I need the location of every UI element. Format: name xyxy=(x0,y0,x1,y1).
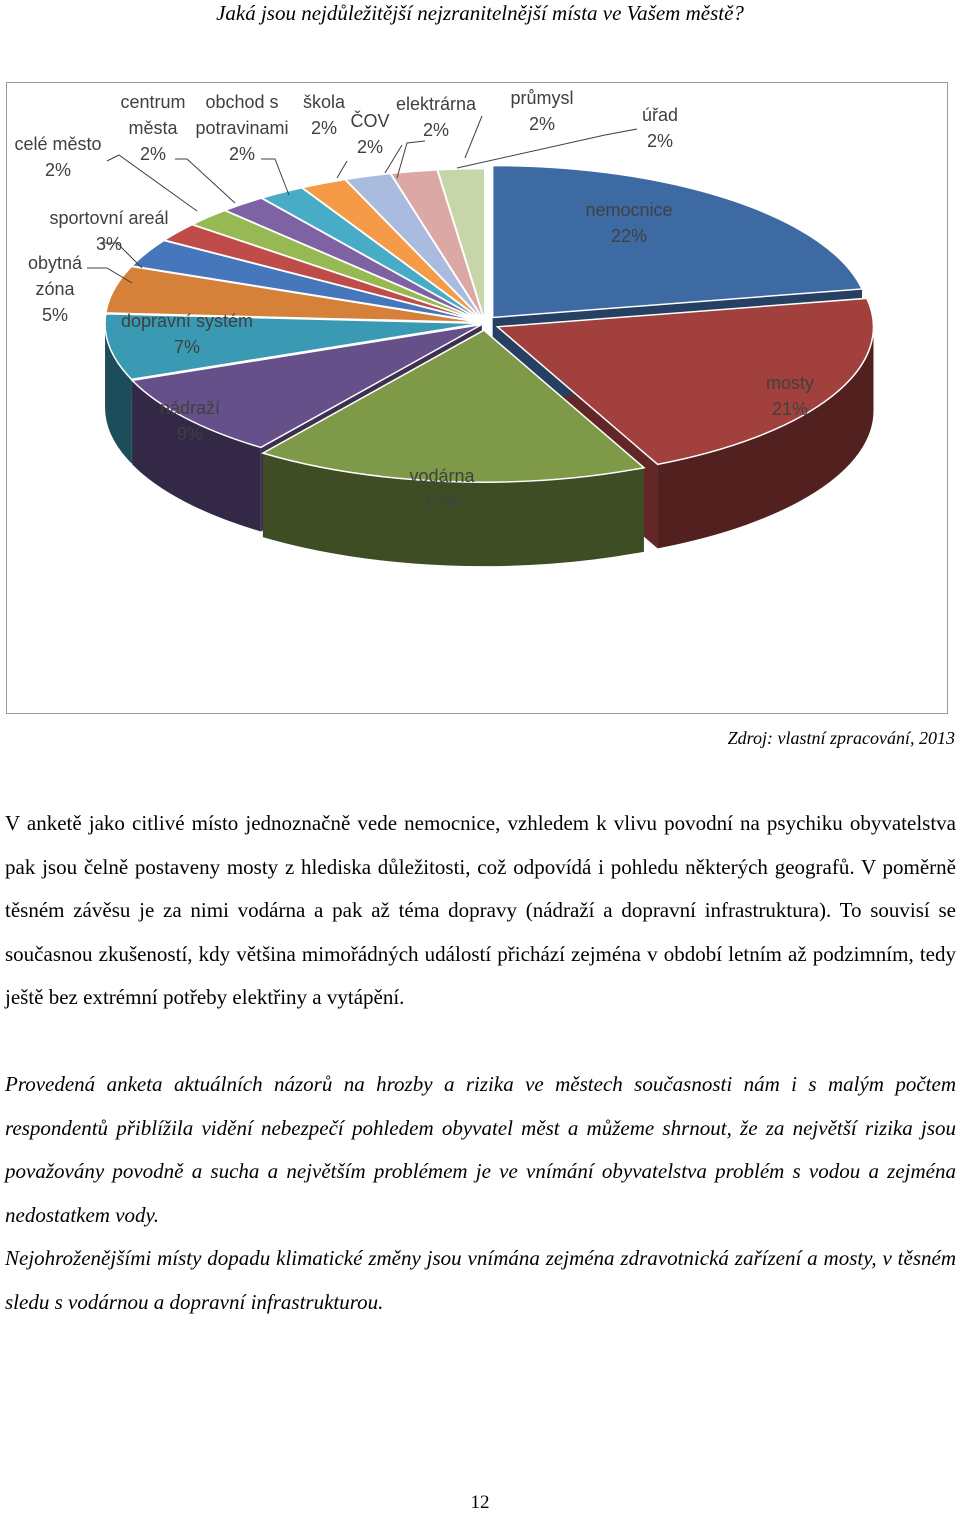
data-label-line: 2% xyxy=(356,137,384,157)
paragraph-1: V anketě jako citlivé místo jednoznačně vede nemocnice, vzhledem k vlivu povodní na psychiku obyvatelstva pak jsou čelně postaveny mosty z hlediska důležitosti, což odpovídá i pohledu některých geografů. V poměrně těsném závěsu je za nimi vodárna a pak až téma dopravy (nádraží a dopravní infrastruktura). To souvisí se současnou zkušeností, kdy většina mimořádných událostí přichází zejména v období letním až podzimním, tedy ještě bez extrémní potřeby elektřiny a vytápění. xyxy=(5,811,956,1009)
data-label-line: sportovní areál xyxy=(49,208,169,228)
chart-caption: Jaká jsou nejdůležitější nejzranitelnější místa ve Vašem městě? xyxy=(216,1,744,25)
data-label-line: ČOV xyxy=(350,111,390,131)
data-label-line: 9% xyxy=(176,424,204,444)
data-label-line: zóna xyxy=(35,279,75,299)
data-label-line: 2% xyxy=(646,131,674,151)
leader-line-prumysl xyxy=(465,116,482,158)
data-label-sportovni-areal xyxy=(49,208,168,254)
data-label-line: potravinami xyxy=(195,118,289,138)
leader-line-urad xyxy=(457,129,637,168)
data-label-line: škola xyxy=(302,92,346,112)
data-label-line: obytná xyxy=(27,253,83,273)
data-label-line: vodárna xyxy=(409,466,475,486)
data-label-line: 7% xyxy=(173,337,201,357)
data-label-urad xyxy=(642,105,678,151)
data-label-cele-mesto xyxy=(14,134,101,180)
leader-line-skola xyxy=(337,161,347,178)
data-label-line: 2% xyxy=(44,160,72,180)
paragraph-3: Nejohroženějšími místy dopadu klimatické změny jsou vnímána zejména zdravotnická zařízení a mosty, v těsném sledu s vodárnou a dopravní infrastrukturou. xyxy=(5,1246,956,1314)
leader-line-obchod-s-potravinami xyxy=(261,159,289,195)
data-label-line: 2% xyxy=(228,144,256,164)
pie-chart-svg xyxy=(7,83,947,713)
data-label-line: obchod s xyxy=(205,92,279,112)
data-label-line: 2% xyxy=(422,120,450,140)
data-label-obchod-s-potravinami xyxy=(195,92,288,164)
data-label-line: celé město xyxy=(14,134,102,154)
data-label-line: nemocnice xyxy=(585,200,673,220)
data-label-line: 2% xyxy=(139,144,167,164)
chart-source: Zdroj: vlastní zpracování, 2013 xyxy=(727,728,955,748)
data-label-line: 21% xyxy=(771,399,809,419)
data-label-line: průmysl xyxy=(510,88,574,108)
paragraph-2: Provedená anketa aktuálních názorů na hrozby a rizika ve městech současnosti nám i s malým počtem respondentů přiblížila vidění nebezpečí pohledem obyvatel měst a můžeme shrnout, že za největší rizika jsou považovány povodně a sucha a největším problémem je ve vnímání obyvatelstva problém s vodou a zejména nedostatkem vody. xyxy=(5,1072,956,1227)
data-label-line: nádraží xyxy=(159,398,221,418)
data-label-line: 5% xyxy=(41,305,69,325)
data-label-line: úřad xyxy=(641,105,679,125)
leader-line-centrum-mesta xyxy=(175,159,235,203)
data-label-elektrarna xyxy=(396,94,477,140)
data-label-line: města xyxy=(128,118,178,138)
data-label-line: 22% xyxy=(610,226,648,246)
data-label-line: centrum xyxy=(120,92,186,112)
data-label-obytna-zona xyxy=(28,253,83,325)
data-label-line: dopravní systém xyxy=(120,311,254,331)
data-label-line: 2% xyxy=(528,114,556,134)
pie-chart xyxy=(6,82,948,714)
data-label-line: 17% xyxy=(423,492,461,512)
data-label-line: mosty xyxy=(765,373,815,393)
data-label-skola xyxy=(303,92,346,138)
data-label-line: 3% xyxy=(95,234,123,254)
data-label-line: 2% xyxy=(310,118,338,138)
data-label-centrum-mesta xyxy=(120,92,185,164)
page-number: 12 xyxy=(470,1492,490,1513)
data-label-line: elektrárna xyxy=(395,94,477,114)
data-label-cov xyxy=(350,110,389,157)
data-label-prumysl xyxy=(510,88,573,134)
